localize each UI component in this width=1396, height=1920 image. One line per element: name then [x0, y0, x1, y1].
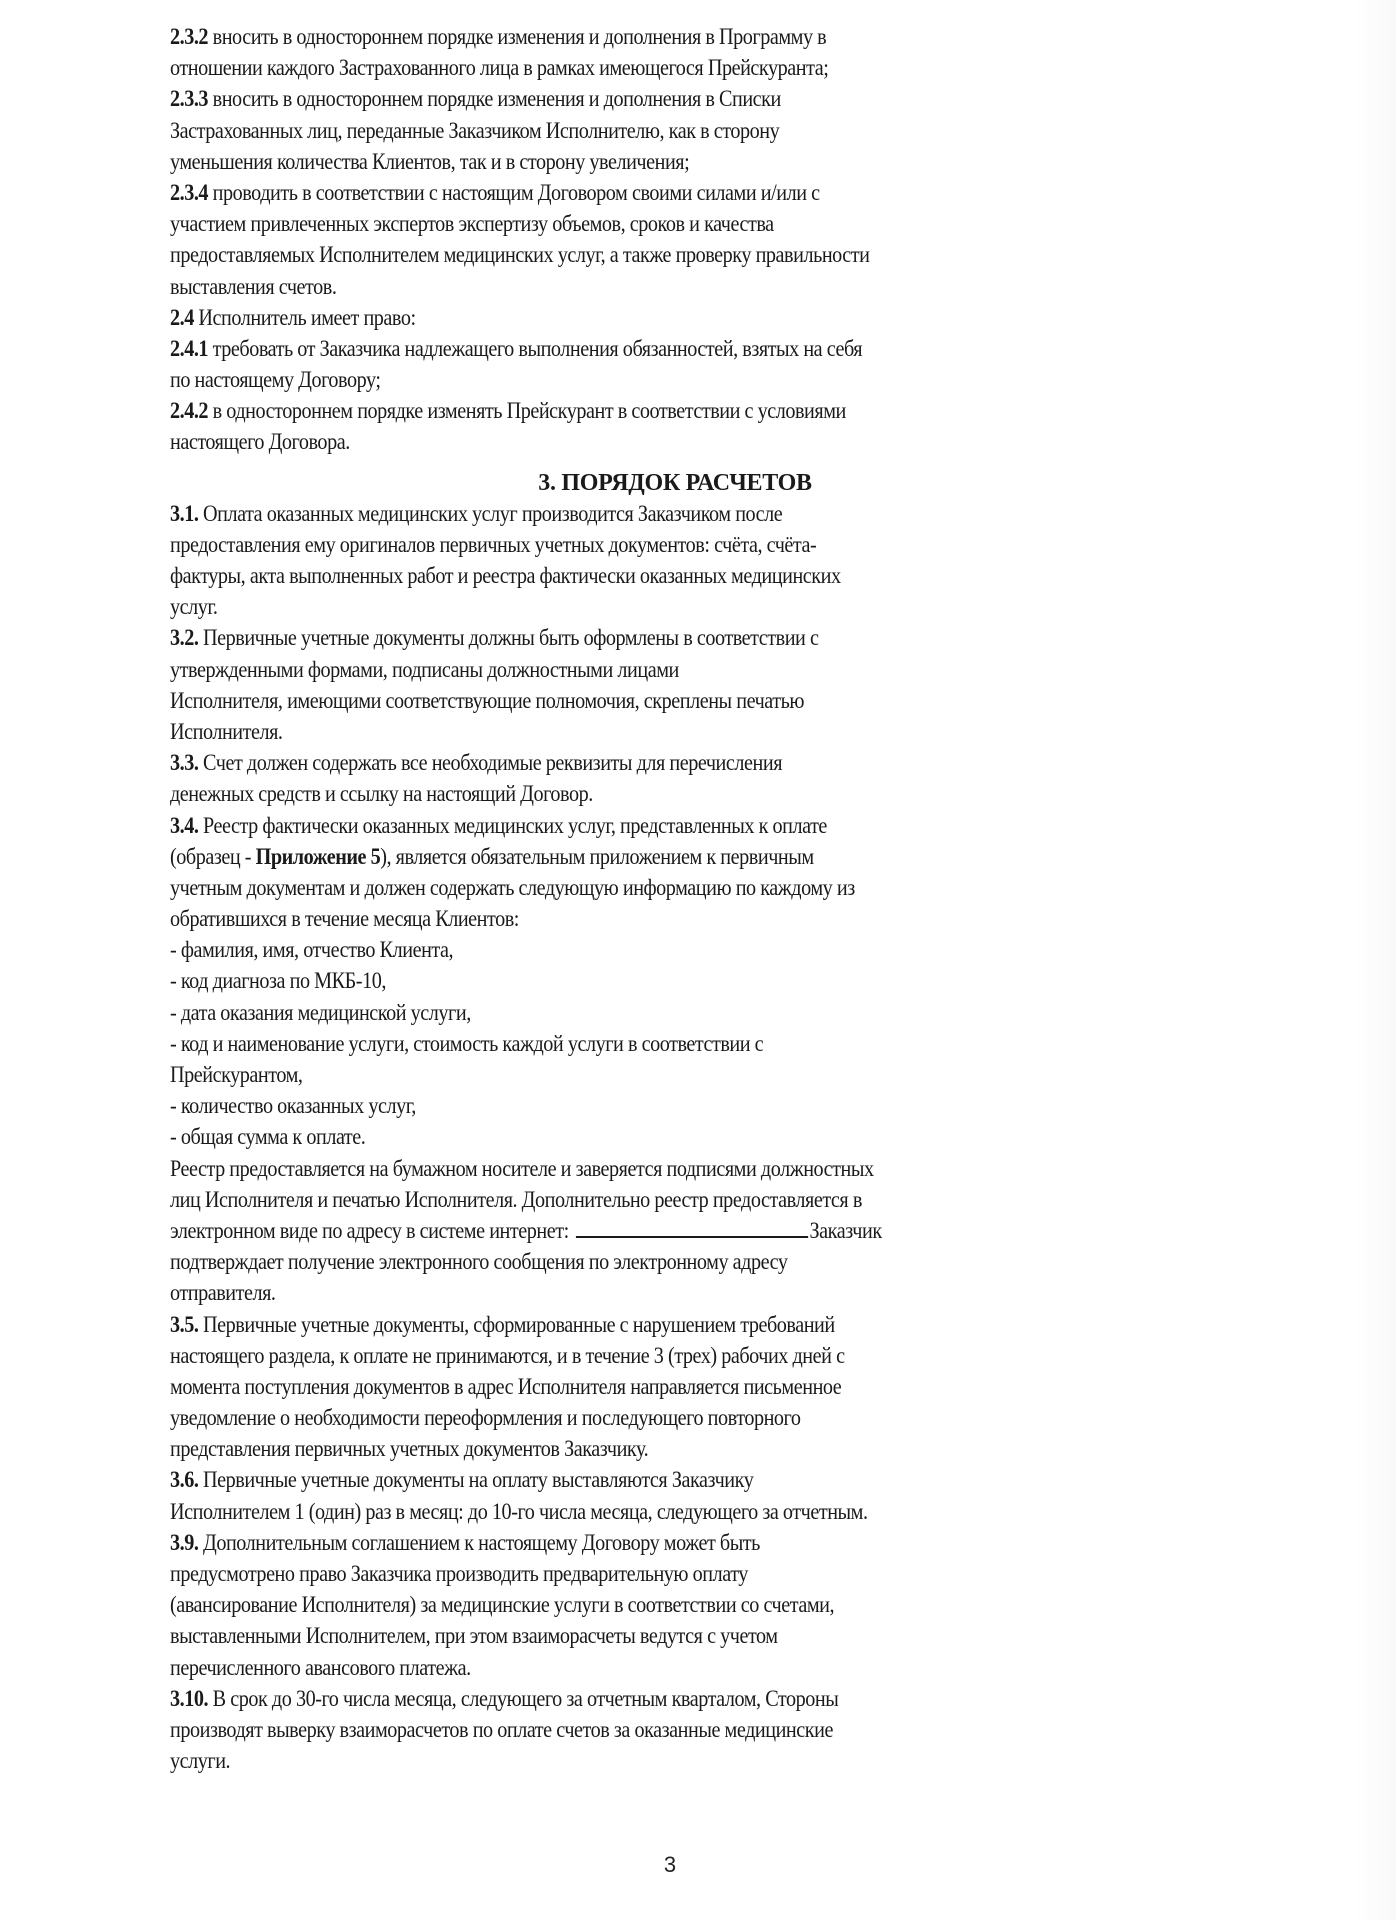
text-line — [170, 1154, 1200, 1185]
line-text: услуг. — [170, 594, 218, 621]
line-text: (авансирование Исполнителя) за медицинские услуги в соответствии со счетами, — [170, 1592, 835, 1619]
clause-number: 2.3.3 — [170, 86, 209, 113]
line-text: - код и наименование услуги, стоимость каждой услуги в соответствии с — [170, 1030, 764, 1057]
text-line — [170, 240, 1200, 271]
line-text: по настоящему Договору; — [170, 367, 381, 394]
clause-line — [170, 178, 1200, 209]
text-line — [170, 1715, 1200, 1746]
clause-line — [170, 811, 1200, 842]
text-line — [170, 998, 1200, 1029]
line-text: отправителя. — [170, 1280, 276, 1307]
text-line — [170, 779, 1200, 810]
line-text: представления первичных учетных документов Заказчику. — [170, 1436, 649, 1463]
line-text: Исполнителя, имеющими соответствующие полномочия, скреплены печатью — [170, 687, 804, 714]
text-line — [170, 935, 1200, 966]
section-2-continuation — [170, 22, 1200, 459]
clause-number: 2.3.2 — [170, 24, 209, 50]
clause-number: 2.3.4 — [170, 179, 209, 206]
registry-requirements-list — [170, 873, 1200, 1216]
line-text: Исполнителем 1 (один) раз в месяц: до 10-го числа месяца, следующего за отчетным. — [170, 1498, 868, 1525]
line-text: момента поступления документов в адрес Исполнителя направляется письменное — [170, 1373, 842, 1400]
line-text: Дополнительным соглашением к настоящему Договору может быть — [198, 1529, 760, 1556]
appendix-line-before: (образец - — [170, 843, 256, 870]
line-text: - дата оказания медицинской услуги, — [170, 999, 471, 1026]
page-number: 3 — [663, 1852, 677, 1877]
line-text: Реестр фактически оказанных медицинских услуг, представленных к оплате — [198, 812, 827, 839]
line-text: выставленными Исполнителем, при этом взаиморасчеты ведутся с учетом — [170, 1623, 778, 1650]
appendix-reference-line — [170, 842, 1200, 873]
text-line — [170, 1247, 1200, 1278]
line-text: отношении каждого Застрахованного лица в рамках имеющегося Прейскуранта; — [170, 55, 829, 82]
line-text: Счет должен содержать все необходимые реквизиты для перечисления — [198, 750, 783, 777]
line-text: проводить в соответствии с настоящим Договором своими силами и/или с — [208, 179, 820, 206]
line-text: вносить в одностороннем порядке изменения и дополнения в Списки — [208, 86, 781, 113]
line-text: уменьшения количества Клиентов, так и в сторону увеличения; — [170, 148, 690, 175]
clause-number: 3.6. — [170, 1467, 199, 1494]
line-text: Первичные учетные документы на оплату выставляются Заказчику — [198, 1467, 754, 1494]
text-line — [170, 1653, 1200, 1684]
line-text: предоставления ему оригиналов первичных учетных документов: счёта, счёта- — [170, 531, 817, 558]
clause-number: 3.2. — [170, 625, 199, 652]
line-text: предоставляемых Исполнителем медицинских услуг, а также проверку правильности — [170, 242, 870, 269]
clause-number: 2.4.1 — [170, 335, 209, 362]
clause-number: 3.3. — [170, 750, 199, 777]
text-line — [170, 1372, 1200, 1403]
text-line — [170, 966, 1200, 997]
line-text: Застрахованных лиц, переданные Заказчиком Исполнителю, как в сторону — [170, 117, 780, 144]
line-text: Исполнитель имеет право: — [193, 304, 416, 331]
text-line — [170, 1403, 1200, 1434]
clause-number: 3.1. — [170, 500, 199, 527]
clause-line — [170, 22, 1200, 53]
line-text: перечисленного авансового платежа. — [170, 1654, 471, 1681]
line-text: подтверждает получение электронного сообщения по электронному адресу — [170, 1249, 788, 1276]
line-text: - код диагноза по МКБ-10, — [170, 968, 386, 995]
text-line — [170, 1060, 1200, 1091]
line-text: Первичные учетные документы должны быть оформлены в соответствии с — [198, 625, 819, 652]
text-line — [170, 1029, 1200, 1060]
text-line — [170, 1497, 1200, 1528]
line-text: В срок до 30-го числа месяца, следующего за отчетным кварталом, Стороны — [208, 1685, 839, 1712]
clause-number: 3.10. — [170, 1685, 209, 1712]
clause-line — [170, 1528, 1200, 1559]
text-line — [170, 1746, 1200, 1777]
text-line — [170, 147, 1200, 178]
appendix-link: Приложение 5 — [255, 843, 381, 870]
line-text: - общая сумма к оплате. — [170, 1124, 366, 1151]
line-text: утвержденными формами, подписаны должностными лицами — [170, 656, 679, 683]
clause-line — [170, 623, 1200, 654]
text-line — [170, 592, 1200, 623]
clause-number: 3.4. — [170, 812, 199, 839]
section-3-clauses-3-5-to-3-10 — [170, 1247, 1200, 1777]
line-text: лиц Исполнителя и печатью Исполнителя. Дополнительно реестр предоставляется в — [170, 1186, 862, 1213]
text-line — [170, 873, 1200, 904]
line-text: обратившихся в течение месяца Клиентов: — [170, 906, 519, 933]
text-line — [170, 53, 1200, 84]
clause-number: 2.4.2 — [170, 398, 209, 425]
line-text: - количество оказанных услуг, — [170, 1093, 416, 1120]
text-line — [170, 1559, 1200, 1590]
line-text: настоящего раздела, к оплате не принимаются, и в течение 3 (трех) рабочих дней с — [170, 1342, 845, 1369]
line-text: требовать от Заказчика надлежащего выполнения обязанностей, взятых на себя — [208, 335, 863, 362]
line-text: уведомление о необходимости переоформления и последующего повторного — [170, 1405, 801, 1432]
internet-address-line — [170, 1216, 1200, 1247]
text-line — [170, 1341, 1200, 1372]
scan-shading — [1356, 0, 1396, 1920]
text-line — [170, 427, 1200, 458]
text-line — [170, 365, 1200, 396]
line-text: фактуры, акта выполненных работ и реестра фактически оказанных медицинских — [170, 563, 841, 589]
line-text: производят выверку взаиморасчетов по оплате счетов за оказанные медицинские — [170, 1716, 833, 1743]
line-text: в одностороннем порядке изменять Прейскурант в соответствии с условиями — [208, 398, 846, 425]
line-text: денежных средств и ссылку на настоящий Договор. — [170, 781, 593, 808]
line-text: - фамилия, имя, отчество Клиента, — [170, 937, 454, 964]
text-line — [170, 686, 1200, 717]
line-text: Реестр предоставляется на бумажном носителе и заверяется подписями должностных — [170, 1155, 874, 1182]
document-page — [170, 22, 1200, 1777]
text-line — [170, 116, 1200, 147]
clause-line — [170, 303, 1200, 334]
clause-number: 3.5. — [170, 1311, 199, 1338]
line-text: учетным документам и должен содержать следующую информацию по каждому из — [170, 874, 855, 901]
internet-address-blank-field — [576, 1218, 808, 1238]
text-line — [170, 272, 1200, 303]
clause-line — [170, 499, 1200, 530]
text-line — [170, 1122, 1200, 1153]
text-line — [170, 1621, 1200, 1652]
clause-number: 3.9. — [170, 1529, 199, 1556]
text-line — [170, 209, 1200, 240]
text-line — [170, 717, 1200, 748]
text-line — [170, 1278, 1200, 1309]
line-text: Первичные учетные документы, сформированные с нарушением требований — [198, 1311, 835, 1338]
clause-line — [170, 1310, 1200, 1341]
clause-line — [170, 334, 1200, 365]
text-line — [170, 1091, 1200, 1122]
text-line — [170, 1185, 1200, 1216]
line-text: настоящего Договора. — [170, 429, 350, 456]
appendix-line-after: ), является обязательным приложением к первичным — [380, 843, 814, 870]
line-text: выставления счетов. — [170, 273, 337, 300]
section-3-clauses-3-1-to-3-4 — [170, 499, 1200, 842]
internet-line-before: электронном виде по адресу в системе интернет: — [170, 1217, 569, 1244]
text-line — [170, 561, 1200, 592]
text-line — [170, 530, 1200, 561]
clause-number: 2.4 — [170, 304, 194, 331]
text-line — [170, 655, 1200, 686]
clause-line — [170, 1465, 1200, 1496]
line-text: услуги. — [170, 1748, 231, 1775]
text-line — [170, 1590, 1200, 1621]
line-text: Оплата оказанных медицинских услуг производится Заказчиком после — [198, 500, 783, 527]
text-line — [170, 1434, 1200, 1465]
line-text: Прейскурантом, — [170, 1062, 303, 1088]
line-text: вносить в одностороннем порядке изменения и дополнения в Программу в — [208, 24, 827, 50]
clause-line — [170, 84, 1200, 115]
clause-line — [170, 1684, 1200, 1715]
internet-line-after: Заказчик — [809, 1217, 882, 1244]
line-text: участием привлеченных экспертов экспертизу объемов, сроков и качества — [170, 211, 774, 238]
section-3-heading: 3. ПОРЯДОК РАСЧЕТОВ — [538, 469, 812, 496]
clause-line — [170, 748, 1200, 779]
text-line — [170, 904, 1200, 935]
clause-line — [170, 396, 1200, 427]
line-text: Исполнителя. — [170, 718, 283, 745]
line-text: предусмотрено право Заказчика производить предварительную оплату — [170, 1561, 748, 1587]
